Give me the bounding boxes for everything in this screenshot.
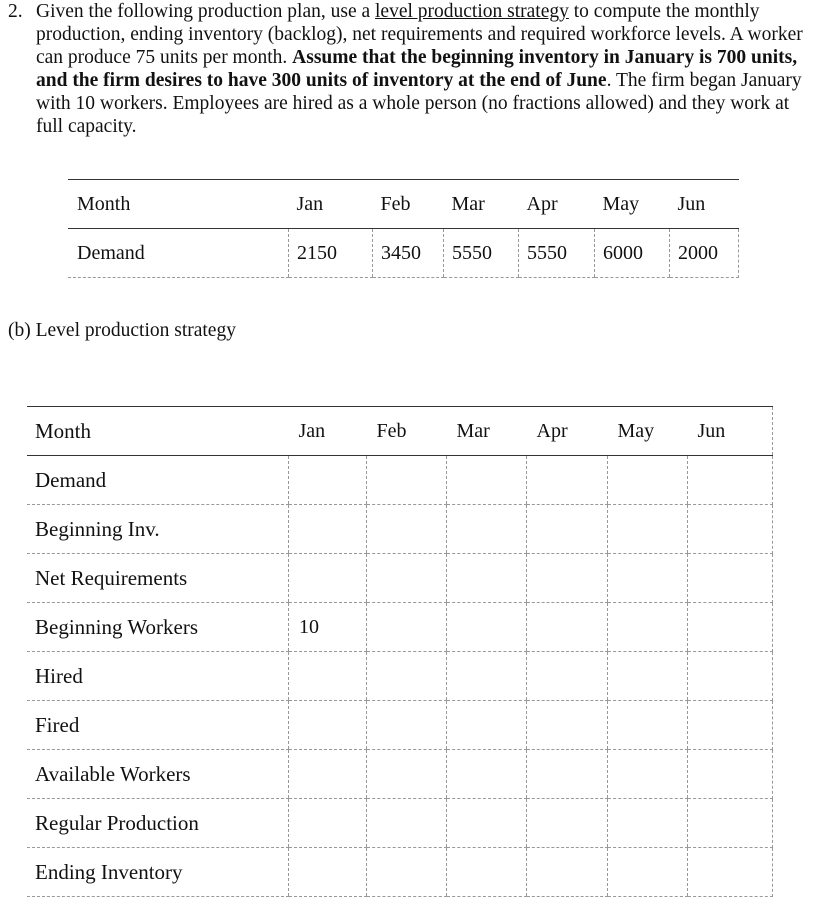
demand-apr: 5550 [519, 229, 595, 278]
table-row [27, 554, 772, 603]
problem-underlined: level production strategy [375, 1, 569, 22]
table-cell: 10 [289, 603, 367, 652]
demand-feb: 3450 [373, 229, 444, 278]
problem-text-c: . The firm began January with 10 workers. Employees are hired as a whole person (no fractions allowed) and they work at full capacity. [36, 70, 802, 137]
table-cell [447, 554, 527, 603]
row-label: Regular Production [27, 799, 289, 848]
table-cell [367, 750, 447, 799]
problem-bold: Assume that the beginning inventory in January is 700 units, and the firm desires to have 300 units of inventory at the end of June [36, 47, 798, 91]
table-cell [527, 456, 608, 505]
table-cell [367, 505, 447, 554]
demand-jun: 2000 [670, 229, 739, 278]
table-cell [447, 652, 527, 701]
table-cell [527, 603, 608, 652]
row-label: Ending Inventory [27, 848, 289, 897]
month-mar: Mar [444, 180, 519, 229]
table-cell [447, 701, 527, 750]
table-cell [289, 652, 367, 701]
row-label: Net Requirements [27, 554, 289, 603]
table-row [27, 799, 772, 848]
table-cell [367, 456, 447, 505]
table-row [27, 848, 772, 897]
table-cell [527, 652, 608, 701]
table-cell [608, 750, 688, 799]
demand-table-header [68, 180, 739, 229]
problem-text-b: to compute the monthly production, ending inventory (backlog), net requirements and required workforce levels. A worker can produce 75 units per month. [36, 1, 803, 68]
table-cell [447, 456, 527, 505]
table-cell [289, 456, 367, 505]
table-row [27, 603, 772, 652]
table-cell [688, 554, 773, 603]
table-cell [608, 456, 688, 505]
table-cell [527, 750, 608, 799]
table-cell [688, 456, 773, 505]
level-table-header [27, 407, 772, 456]
demand-mar: 5550 [444, 229, 519, 278]
table-row [27, 750, 772, 799]
table-row [27, 652, 772, 701]
table-cell [447, 603, 527, 652]
section-subtitle: (b) Level production strategy [8, 320, 236, 341]
table-cell [447, 848, 527, 897]
table-cell [527, 554, 608, 603]
table-cell [527, 848, 608, 897]
row-label: Fired [27, 701, 289, 750]
table-cell [688, 750, 773, 799]
level-production-table [27, 406, 773, 897]
problem-number: 2. [8, 1, 23, 22]
table-row [27, 701, 772, 750]
table-row [27, 456, 772, 505]
table-cell [608, 554, 688, 603]
problem-text-a: Given the following production plan, use a [36, 1, 376, 22]
table-cell [608, 799, 688, 848]
table-cell [608, 652, 688, 701]
table-cell [608, 848, 688, 897]
header-month: Feb [367, 407, 447, 456]
header-month: Mar [447, 407, 527, 456]
table-cell [688, 603, 773, 652]
header-month: Apr [527, 407, 608, 456]
month-jan: Jan [289, 180, 373, 229]
table-cell [289, 505, 367, 554]
table-cell [367, 848, 447, 897]
month-feb: Feb [373, 180, 444, 229]
demand-row [68, 229, 739, 278]
table-cell [367, 603, 447, 652]
table-cell [289, 554, 367, 603]
problem-statement [8, 0, 808, 138]
header-month: Jan [289, 407, 367, 456]
table-cell [447, 505, 527, 554]
table-cell [289, 701, 367, 750]
table-cell [367, 554, 447, 603]
demand-jan: 2150 [289, 229, 373, 278]
table-cell [289, 799, 367, 848]
table-cell [527, 799, 608, 848]
table-cell [289, 750, 367, 799]
header-month: May [608, 407, 688, 456]
demand-may: 6000 [595, 229, 670, 278]
table-cell [688, 799, 773, 848]
row-label: Demand [27, 456, 289, 505]
header-month: Jun [688, 407, 773, 456]
header-month-label: Month [27, 407, 289, 456]
table-cell [688, 505, 773, 554]
table-cell [527, 701, 608, 750]
row-label: Hired [27, 652, 289, 701]
table-cell [688, 652, 773, 701]
table-cell [688, 848, 773, 897]
table-cell [367, 652, 447, 701]
table-cell [447, 799, 527, 848]
month-label: Month [68, 180, 289, 229]
demand-table [68, 179, 739, 278]
table-cell [367, 701, 447, 750]
table-cell [527, 505, 608, 554]
row-label: Beginning Workers [27, 603, 289, 652]
table-cell [688, 701, 773, 750]
demand-label: Demand [68, 229, 289, 278]
table-cell [367, 799, 447, 848]
row-label: Beginning Inv. [27, 505, 289, 554]
month-apr: Apr [519, 180, 595, 229]
table-cell [289, 848, 367, 897]
month-may: May [595, 180, 670, 229]
table-cell [608, 701, 688, 750]
table-cell [608, 505, 688, 554]
table-cell [608, 603, 688, 652]
table-row [27, 505, 772, 554]
month-jun: Jun [670, 180, 739, 229]
problem-text [36, 0, 808, 138]
row-label: Available Workers [27, 750, 289, 799]
table-cell [447, 750, 527, 799]
